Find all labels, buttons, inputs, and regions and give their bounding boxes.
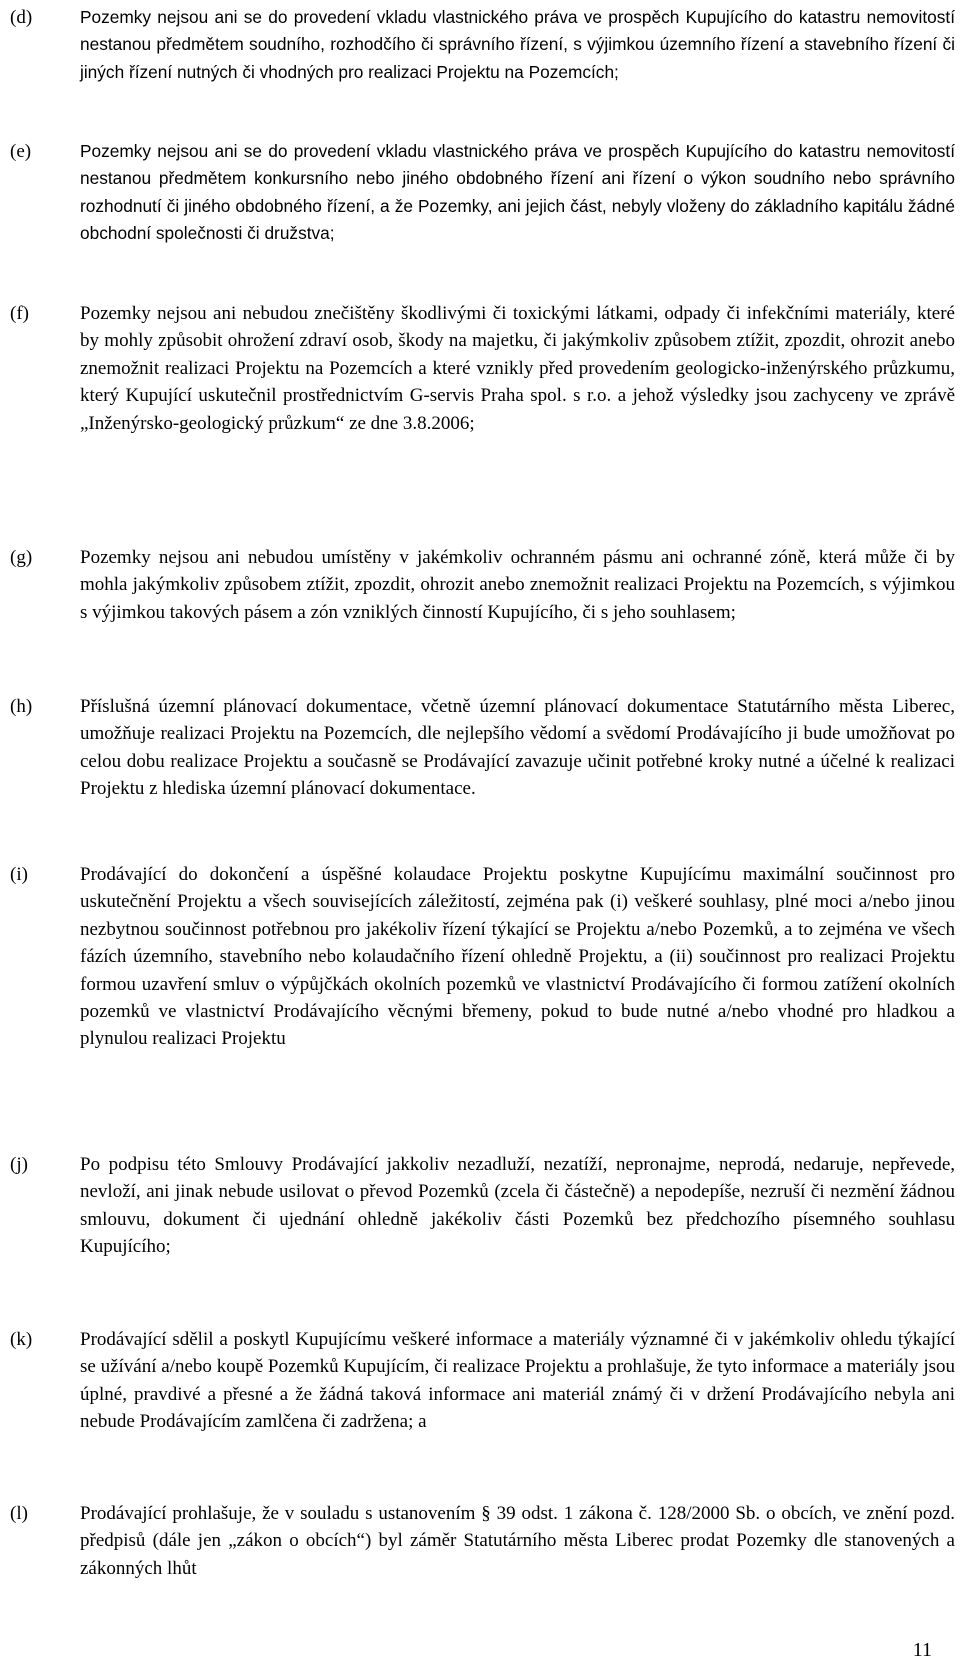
page-number: 11 [912, 1639, 932, 1661]
clause-text: Prodávající sdělil a poskytl Kupujícímu veškeré informace a materiály významné či v jakémkoliv ohledu týkající se užívání a/nebo koupě Pozemků Kupujícím, či realizace Projektu a prohlašuje, že tyto informace a materiály jsou úplné, pravdivé a přesné a že žádná taková informace ani materiál známý či v držení Prodávajícího nebyla ani nebude Prodávajícím zamlčena či zadržena; a [80, 1329, 955, 1433]
clause-label: (h) [10, 696, 33, 717]
clause-label: (g) [10, 547, 33, 568]
clause-text: Pozemky nejsou ani se do provedení vkladu vlastnického práva ve prospěch Kupujícího do katastru nemovitostí nestanou předmětem soudního, rozhodčího či správního řízení, s výjimkou územního řízení a stavebního řízení či jiných řízení nutných či vhodných pro realizaci Projektu na Pozemcích; [80, 7, 955, 82]
clause-text: Pozemky nejsou ani nebudou znečištěny škodlivými či toxickými látkami, odpady či infekčními materiály, které by mohly způsobit ohrožení zdraví osob, škody na majetku, či jakýmkoliv způsobem ztížit, zpozdit, ohrozit anebo znemožnit realizaci Projektu na Pozemcích a které vznikly před provedením geologicko-inženýrského průzkumu, který Kupující uskutečnil prostřednictvím G-servis Praha spol. s r.o. a jehož výsledky jsou zachyceny ve zprávě „Inženýrsko-geologický průzkum“ ze dne 3.8.2006; [80, 303, 955, 434]
clause-text: Prodávající prohlašuje, že v souladu s ustanovením § 39 odst. 1 zákona č. 128/2000 Sb. o obcích, ve znění pozd. předpisů (dále jen „zákon o obcích“) byl záměr Statutárního města Liberec prodat Pozemky dle stanovených a zákonných lhůt [80, 1503, 955, 1579]
clause-label: (j) [10, 1154, 28, 1175]
clause-label: (i) [10, 864, 28, 885]
clause-label: (l) [10, 1503, 28, 1524]
clause-label: (e) [10, 141, 32, 162]
clause-label: (f) [10, 303, 29, 324]
clause-text: Prodávající do dokončení a úspěšné kolaudace Projektu poskytne Kupujícímu maximální součinnost pro uskutečnění Projektu a všech souvisejících záležitostí, zejména pak (i) veškeré souhlasy, plné moci a/nebo jinou nezbytnou součinnost potřebnou pro jakékoliv řízení týkající se Projektu a/nebo Pozemků, a to zejména ve všech fázích územního, stavebního nebo kolaudačního řízení ohledně Projektu, a (ii) součinnost pro realizaci Projektu formou uzavření smluv o výpůjčkách okolních pozemků ve vlastnictví Prodávajícího či formou zatížení okolních pozemků ve vlastnictví Prodávajícího věcnými břemeny, pokud to bude nutné a/nebo vhodné pro hladkou a plynulou realizaci Projektu [80, 864, 955, 1050]
clause-label: (d) [10, 7, 33, 28]
clause-text: Pozemky nejsou ani nebudou umístěny v jakémkoliv ochranném pásmu ani ochranné zóně, která může či by mohla jakýmkoliv způsobem ztížit, zpozdit, ohrozit anebo znemožnit realizaci Projektu na Pozemcích, s výjimkou s výjimkou takových pásem a zón vzniklých činností Kupujícího, či s jeho souhlasem; [80, 547, 955, 623]
clause-text: Pozemky nejsou ani se do provedení vkladu vlastnického práva ve prospěch Kupujícího do katastru nemovitostí nestanou předmětem konkursního nebo jiného obdobného řízení ani řízení o výkon soudního nebo správního rozhodnutí či jiného obdobného řízení, a že Pozemky, ani jejich část, nebyly vloženy do základního kapitálu žádné obchodní společnosti či družstva; [80, 141, 955, 244]
clause-text: Po podpisu této Smlouvy Prodávající jakkoliv nezadluží, nezatíží, nepronajme, neprodá, nedaruje, nepřevede, nevloží, ani jinak nebude usilovat o převod Pozemků (zcela či částečně) a nepodepíše, nezruší či nezmění žádnou smlouvu, dokument či ujednání ohledně jakékoliv části Pozemků bez předchozího písemného souhlasu Kupujícího; [80, 1154, 955, 1258]
clause-label: (k) [10, 1329, 33, 1350]
clause-text: Příslušná územní plánovací dokumentace, včetně územní plánovací dokumentace Statutárního města Liberec, umožňuje realizaci Projektu na Pozemcích, dle nejlepšího vědomí a svědomí Prodávajícího ji bude umožňovat po celou dobu realizace Projektu a současně se Prodávající zavazuje učinit potřebné kroky nutné a účelné k realizaci Projektu z hlediska územní plánovací dokumentace. [80, 696, 955, 800]
